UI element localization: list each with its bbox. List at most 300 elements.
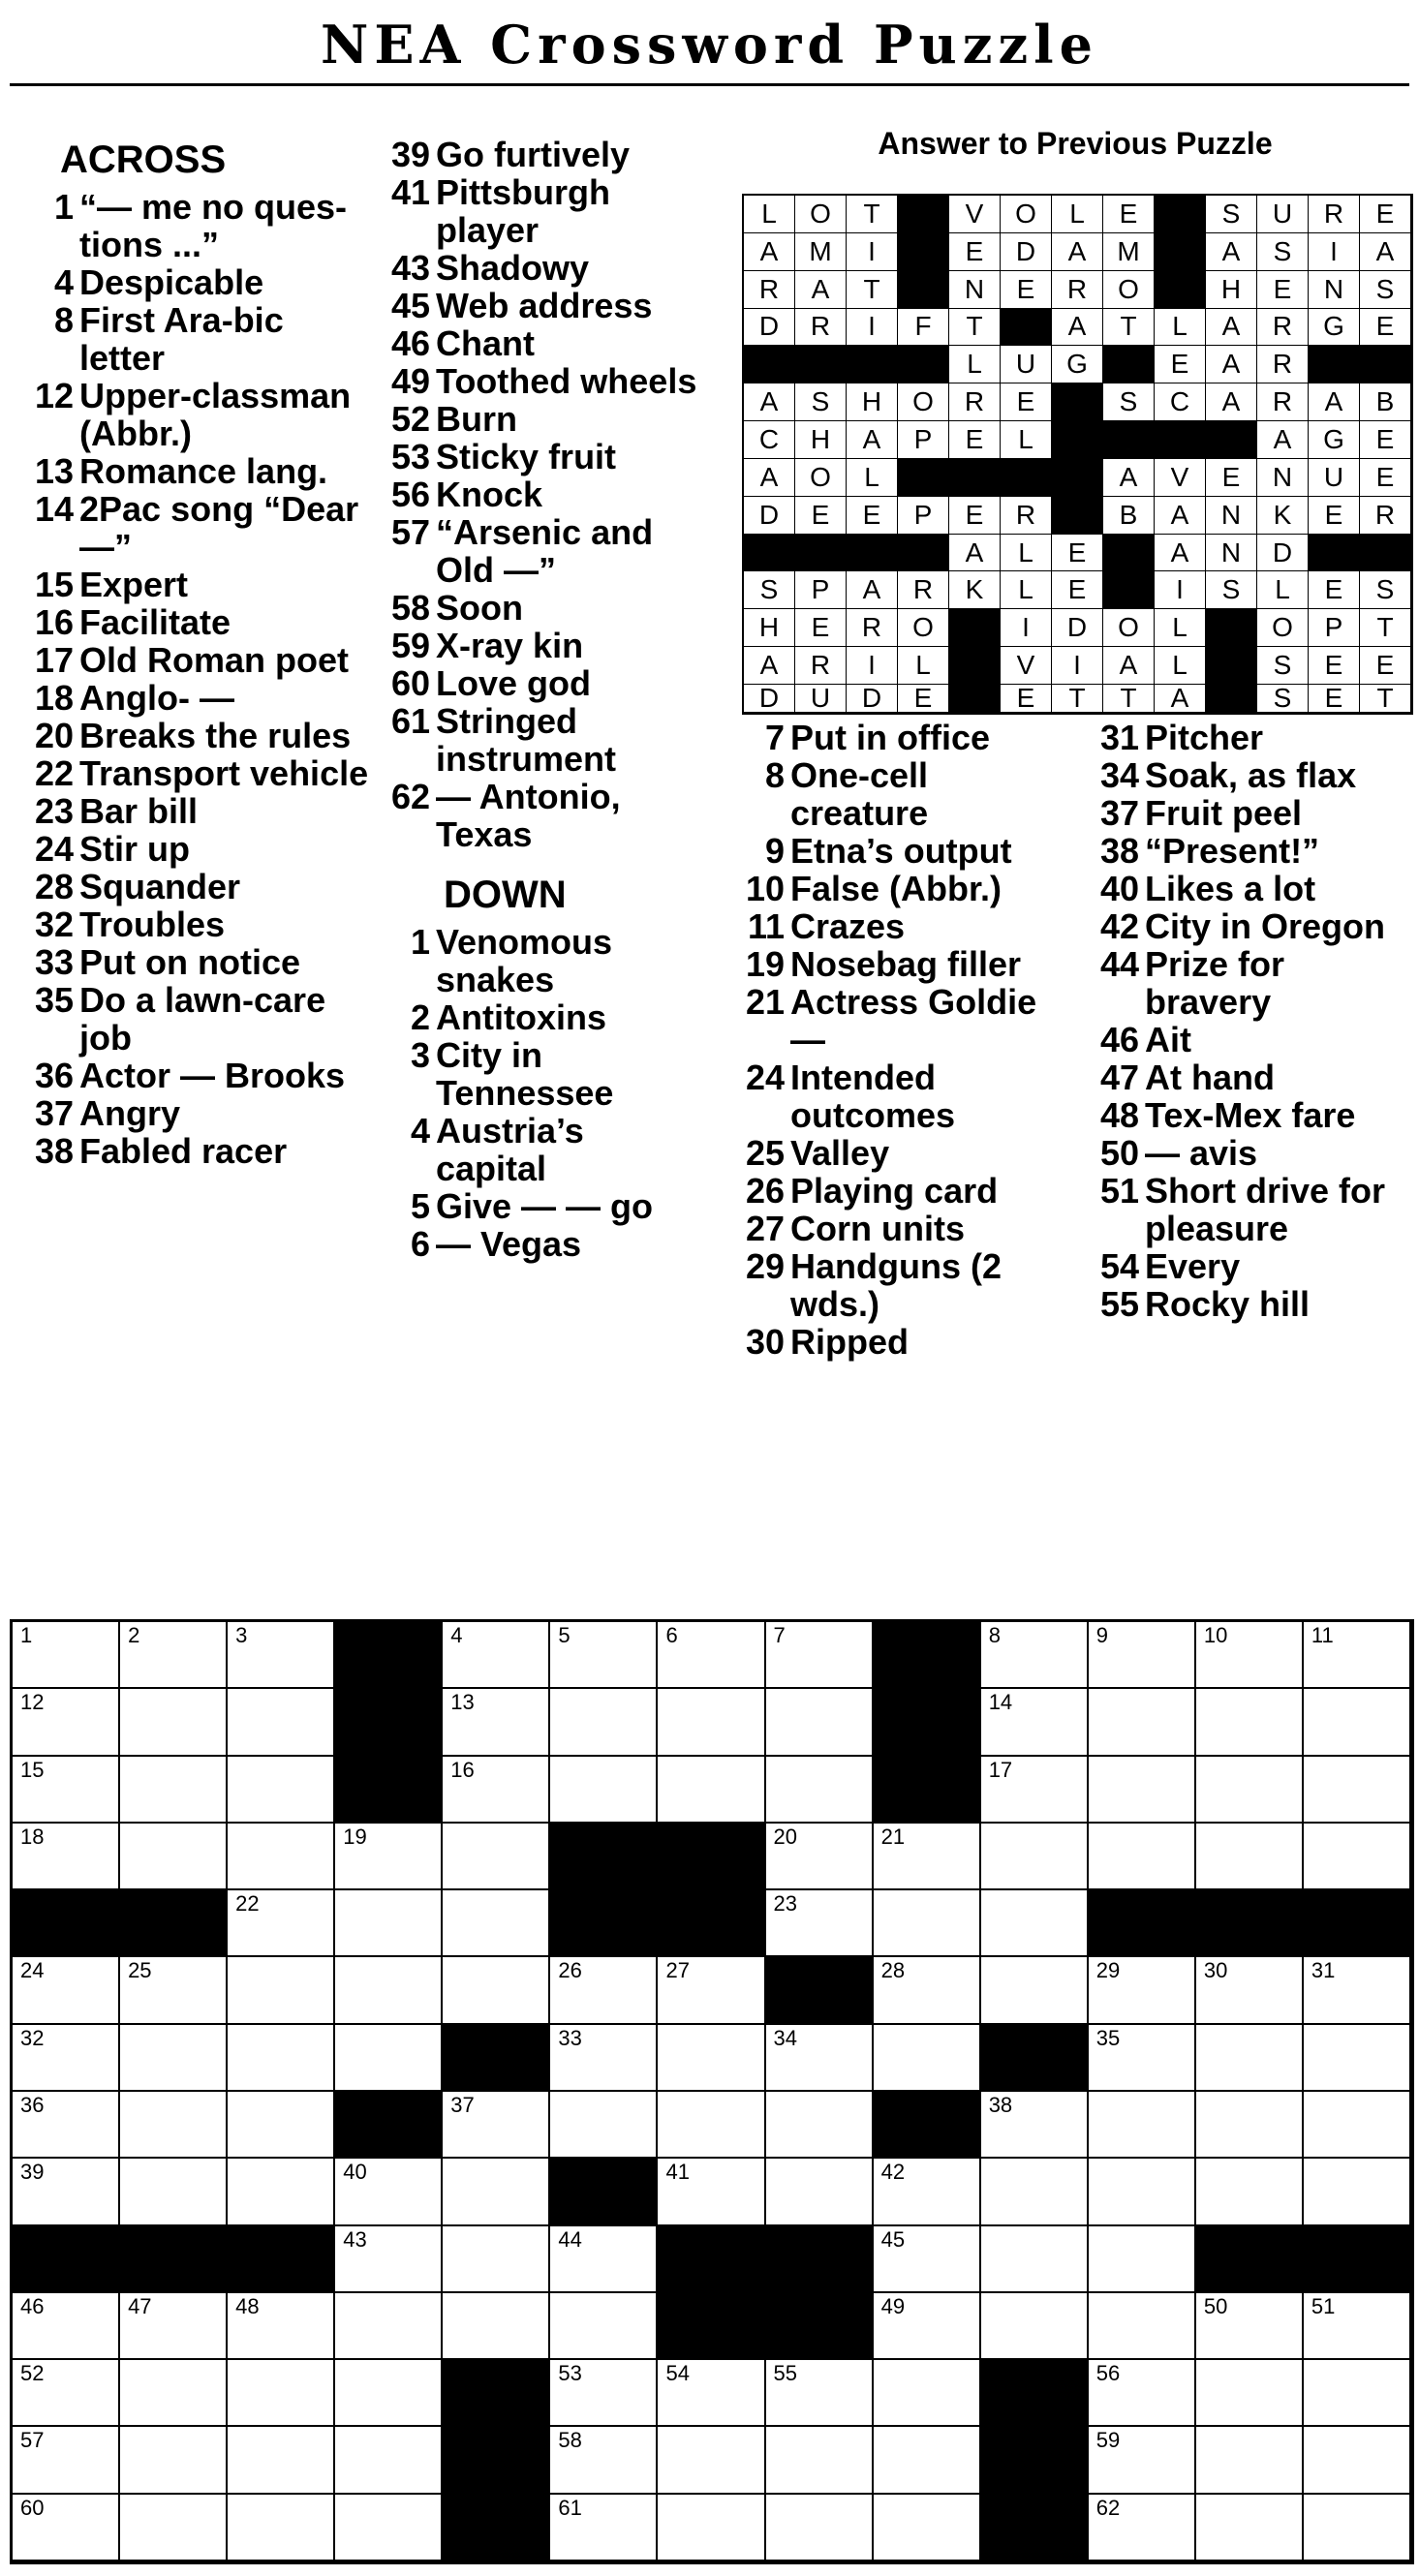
clue-number: 6 [410, 1224, 430, 1264]
answer-letter: A [1103, 459, 1155, 497]
clue-item [10, 981, 370, 1057]
answer-black-square [898, 346, 949, 383]
clue-text: Corn units [790, 1209, 965, 1248]
clue-number: 56 [390, 475, 430, 514]
black-square [443, 2495, 550, 2561]
clue-number: 30 [745, 1322, 785, 1362]
grid-square[interactable] [13, 2427, 120, 2494]
grid-square[interactable] [766, 2427, 874, 2494]
answer-letter: U [1001, 346, 1052, 383]
clue-item [10, 943, 370, 981]
clue-text: Likes a lot [1145, 869, 1316, 908]
grid-square[interactable] [228, 2293, 335, 2360]
grid-square[interactable] [1304, 2427, 1411, 2494]
clue-number: 46 [390, 323, 430, 363]
clue-item [368, 287, 697, 324]
grid-square[interactable] [766, 2159, 874, 2225]
grid-square[interactable] [981, 2092, 1089, 2159]
clue-text: Nosebag filler [790, 944, 1022, 984]
answer-letter: R [744, 271, 795, 309]
grid-square[interactable] [766, 2025, 874, 2092]
clue-item [1075, 1096, 1404, 1134]
grid-square[interactable] [120, 2427, 228, 2494]
grid-square[interactable] [120, 2025, 228, 2092]
grid-square[interactable] [1304, 2159, 1411, 2225]
clue-text: City in Oregon [1145, 906, 1386, 946]
black-square [981, 2360, 1089, 2427]
answer-letter: A [1206, 346, 1257, 383]
answer-letter: S [1206, 196, 1257, 233]
grid-square[interactable] [13, 2495, 120, 2561]
grid-square[interactable] [658, 2495, 765, 2561]
square-number: 55 [773, 2361, 798, 2386]
grid-square[interactable] [13, 1957, 120, 2024]
answer-letter: I [1001, 609, 1052, 647]
clue-number: 7 [764, 718, 785, 757]
grid-square[interactable] [228, 2360, 335, 2427]
answer-black-square [1155, 196, 1206, 233]
answer-letter: L [847, 459, 898, 497]
answer-black-square [1155, 271, 1206, 309]
grid-square[interactable] [13, 1757, 120, 1824]
grid-square[interactable] [443, 2293, 550, 2360]
grid-square[interactable] [120, 1622, 228, 1689]
clue-item [368, 438, 697, 475]
answer-letter: S [1360, 271, 1411, 309]
grid-square[interactable] [1196, 2092, 1304, 2159]
answer-letter: O [1103, 271, 1155, 309]
answer-letter: D [1257, 535, 1309, 572]
black-square [443, 2360, 550, 2427]
grid-square[interactable] [120, 1824, 228, 1890]
grid-square[interactable] [228, 1757, 335, 1824]
grid-square[interactable] [658, 2427, 765, 2494]
clue-number: 42 [1099, 906, 1139, 946]
grid-square[interactable] [335, 1824, 443, 1890]
clue-text: X-ray kin [436, 626, 584, 665]
answer-letter: E [1360, 459, 1411, 497]
grid-square[interactable] [1196, 1622, 1304, 1689]
clue-item [10, 1094, 370, 1132]
answer-letter: V [949, 196, 1001, 233]
grid-square[interactable] [981, 1890, 1089, 1957]
grid-square[interactable] [766, 1689, 874, 1756]
black-square [658, 1824, 765, 1890]
grid-square[interactable] [981, 1757, 1089, 1824]
clue-text: Breaks the rules [79, 716, 352, 755]
grid-square[interactable] [981, 1957, 1089, 2024]
clue-number: 58 [390, 588, 430, 628]
square-number: 26 [558, 1958, 582, 1983]
black-square [1304, 2226, 1411, 2293]
answer-letter: L [898, 647, 949, 685]
grid-square[interactable] [766, 1622, 874, 1689]
clue-list [368, 923, 697, 1263]
grid-square[interactable] [1089, 2159, 1196, 2225]
clue-item [723, 1323, 1052, 1361]
grid-square[interactable] [874, 1957, 981, 2024]
grid-square[interactable] [228, 2025, 335, 2092]
square-number: 20 [773, 1824, 798, 1849]
answer-letter: A [1206, 233, 1257, 271]
answer-letter: A [1052, 309, 1103, 347]
grid-square[interactable] [766, 2495, 874, 2561]
grid-square[interactable] [550, 2226, 658, 2293]
square-number: 32 [20, 2025, 45, 2050]
answer-letter: T [1103, 309, 1155, 347]
grid-square[interactable] [1089, 2226, 1196, 2293]
grid-square[interactable] [874, 2159, 981, 2225]
square-number: 23 [773, 1891, 798, 1917]
grid-square[interactable] [335, 2025, 443, 2092]
grid-square[interactable] [1196, 2293, 1304, 2360]
answer-letter: E [795, 497, 847, 535]
clue-number: 28 [34, 867, 74, 906]
grid-square[interactable] [658, 1689, 765, 1756]
grid-square[interactable] [766, 2360, 874, 2427]
clue-text: Give — — go [436, 1186, 654, 1226]
grid-square[interactable] [1196, 2025, 1304, 2092]
grid-square[interactable] [658, 2360, 765, 2427]
answer-letter: E [949, 497, 1001, 535]
answer-black-square [1001, 309, 1052, 347]
square-number: 2 [128, 1623, 140, 1647]
grid-square[interactable] [335, 2293, 443, 2360]
puzzle-grid [10, 1619, 1414, 2564]
square-number: 7 [773, 1623, 786, 1647]
answer-letter: E [1360, 647, 1411, 685]
grid-square[interactable] [1304, 1824, 1411, 1890]
square-number: 28 [880, 1958, 906, 1983]
grid-square[interactable] [1304, 2293, 1411, 2360]
answer-letter: A [1257, 421, 1309, 459]
grid-square[interactable] [443, 1757, 550, 1824]
black-square [1304, 1890, 1411, 1957]
grid-square[interactable] [1196, 2495, 1304, 2561]
clue-text: — Antonio, Texas [436, 777, 621, 854]
grid-square[interactable] [1304, 1689, 1411, 1756]
grid-square[interactable] [228, 2159, 335, 2225]
grid-square[interactable] [1089, 1824, 1196, 1890]
black-square [766, 2293, 874, 2360]
grid-square[interactable] [766, 2092, 874, 2159]
answer-letter: L [949, 346, 1001, 383]
grid-square[interactable] [1304, 1622, 1411, 1689]
answer-black-square [949, 609, 1001, 647]
answer-letter: R [1360, 497, 1411, 535]
grid-square[interactable] [13, 2360, 120, 2427]
square-number: 33 [558, 2025, 582, 2050]
grid-square[interactable] [120, 1689, 228, 1756]
answer-letter: A [1155, 497, 1206, 535]
clue-text: Facilitate [79, 602, 231, 642]
answer-letter: O [898, 383, 949, 421]
square-number: 11 [1311, 1623, 1334, 1647]
grid-square[interactable] [228, 1824, 335, 1890]
grid-square[interactable] [13, 1824, 120, 1890]
grid-square[interactable] [658, 1757, 765, 1824]
grid-square[interactable] [1089, 2495, 1196, 2561]
clue-list [1075, 719, 1404, 1323]
clue-item [368, 362, 697, 400]
answer-letter: N [1206, 497, 1257, 535]
grid-square[interactable] [874, 1890, 981, 1957]
grid-square[interactable] [1304, 1957, 1411, 2024]
clue-text: City in Tennessee [436, 1035, 614, 1113]
grid-square[interactable] [228, 1622, 335, 1689]
grid-square[interactable] [550, 1757, 658, 1824]
black-square [550, 2159, 658, 2225]
grid-square[interactable] [1089, 2025, 1196, 2092]
grid-square[interactable] [228, 2495, 335, 2561]
grid-square[interactable] [1089, 1757, 1196, 1824]
answer-letter: R [1257, 383, 1309, 421]
grid-square[interactable] [120, 2360, 228, 2427]
grid-square[interactable] [443, 1824, 550, 1890]
grid-square[interactable] [13, 2025, 120, 2092]
clue-number: 27 [745, 1209, 785, 1248]
black-square [13, 1890, 120, 1957]
grid-square[interactable] [874, 1824, 981, 1890]
answer-letter: D [1052, 609, 1103, 647]
grid-square[interactable] [1304, 1757, 1411, 1824]
clue-item [368, 249, 697, 287]
title-rule [10, 83, 1409, 86]
clue-item [1075, 907, 1404, 945]
grid-square[interactable] [13, 1622, 120, 1689]
grid-square[interactable] [335, 1890, 443, 1957]
clue-text: Actress Goldie — [790, 982, 1037, 1059]
grid-square[interactable] [1089, 2293, 1196, 2360]
grid-square[interactable] [658, 2025, 765, 2092]
grid-square[interactable] [1196, 2427, 1304, 2494]
clue-number: 11 [747, 906, 785, 946]
grid-square[interactable] [550, 1957, 658, 2024]
grid-square[interactable] [335, 2360, 443, 2427]
clue-item [10, 754, 370, 792]
grid-square[interactable] [1304, 2495, 1411, 2561]
clue-number: 5 [410, 1186, 430, 1226]
grid-square[interactable] [228, 2092, 335, 2159]
square-number: 31 [1311, 1958, 1336, 1983]
clue-item [723, 870, 1052, 907]
grid-square[interactable] [13, 2159, 120, 2225]
grid-square[interactable] [120, 2495, 228, 2561]
square-number: 18 [20, 1824, 45, 1849]
grid-square[interactable] [228, 1890, 335, 1957]
grid-square[interactable] [874, 2360, 981, 2427]
grid-square[interactable] [13, 2092, 120, 2159]
grid-square[interactable] [228, 2427, 335, 2494]
clue-text: One-cell creature [790, 755, 929, 833]
clue-item [10, 301, 370, 377]
grid-square[interactable] [658, 2092, 765, 2159]
answer-letter: R [1257, 309, 1309, 347]
grid-square[interactable] [550, 2427, 658, 2494]
grid-square[interactable] [550, 2092, 658, 2159]
grid-square[interactable] [766, 1757, 874, 1824]
answer-letter: L [1155, 309, 1206, 347]
grid-square[interactable] [120, 2293, 228, 2360]
grid-square[interactable] [120, 1957, 228, 2024]
clue-text: Squander [79, 867, 241, 906]
clue-text: Pittsburgh player [436, 172, 610, 250]
grid-square[interactable] [443, 1957, 550, 2024]
clue-text: Playing card [790, 1171, 999, 1211]
answer-letter: E [1001, 271, 1052, 309]
grid-square[interactable] [658, 2159, 765, 2225]
answer-letter: A [1206, 383, 1257, 421]
black-square [658, 2293, 765, 2360]
grid-square[interactable] [981, 2293, 1089, 2360]
grid-square[interactable] [13, 1689, 120, 1756]
grid-square[interactable] [335, 2427, 443, 2494]
grid-square[interactable] [443, 2226, 550, 2293]
answer-letter: D [744, 497, 795, 535]
clue-item [1075, 945, 1404, 1021]
grid-square[interactable] [874, 2427, 981, 2494]
clue-text: At hand [1145, 1058, 1275, 1097]
clue-number: 32 [34, 905, 74, 944]
grid-square[interactable] [1089, 1957, 1196, 2024]
grid-square[interactable] [981, 2159, 1089, 2225]
grid-square[interactable] [550, 2025, 658, 2092]
across-column-2 [368, 136, 697, 1263]
grid-square[interactable] [228, 1957, 335, 2024]
clue-text: Old Roman poet [79, 640, 349, 680]
square-number: 1 [20, 1623, 33, 1647]
answer-letter: A [1155, 685, 1206, 713]
clue-text: Pitcher [1145, 718, 1264, 757]
clue-item [723, 983, 1052, 1058]
clue-number: 31 [1099, 718, 1139, 757]
grid-square[interactable] [1089, 2427, 1196, 2494]
grid-square[interactable] [874, 2293, 981, 2360]
clue-number: 9 [764, 831, 785, 871]
grid-square[interactable] [981, 1824, 1089, 1890]
grid-square[interactable] [1196, 1824, 1304, 1890]
square-number: 45 [880, 2226, 906, 2252]
answer-letter: A [847, 421, 898, 459]
clue-item [10, 717, 370, 754]
answer-letter: R [1001, 497, 1052, 535]
grid-square[interactable] [335, 1957, 443, 2024]
grid-square[interactable] [13, 2293, 120, 2360]
square-number: 3 [235, 1623, 248, 1647]
square-number: 44 [558, 2226, 582, 2252]
grid-square[interactable] [1089, 1689, 1196, 1756]
answer-black-square [1206, 609, 1257, 647]
grid-square[interactable] [550, 1622, 658, 1689]
answer-letter: S [1257, 647, 1309, 685]
grid-square[interactable] [443, 1622, 550, 1689]
grid-square[interactable] [1089, 2360, 1196, 2427]
grid-square[interactable] [658, 1957, 765, 2024]
clue-number: 43 [390, 248, 430, 288]
clue-number: 17 [34, 640, 74, 680]
grid-square[interactable] [335, 2226, 443, 2293]
clue-number: 1 [53, 187, 74, 227]
answer-black-square [1001, 459, 1052, 497]
clue-item [368, 627, 697, 664]
answer-letter: L [1155, 609, 1206, 647]
black-square [1196, 1890, 1304, 1957]
grid-square[interactable] [1196, 2360, 1304, 2427]
clue-number: 8 [53, 300, 74, 340]
answer-letter: D [1001, 233, 1052, 271]
clue-number: 25 [745, 1133, 785, 1173]
grid-square[interactable] [443, 2159, 550, 2225]
grid-square[interactable] [443, 2092, 550, 2159]
clue-number: 45 [390, 286, 430, 325]
clue-text: False (Abbr.) [790, 869, 1003, 908]
clue-text: 2Pac song “Dear —” [79, 489, 359, 567]
grid-square[interactable] [766, 1890, 874, 1957]
clue-item [1075, 756, 1404, 794]
answer-letter: L [1155, 647, 1206, 685]
grid-square[interactable] [120, 2092, 228, 2159]
answer-letter: M [1103, 233, 1155, 271]
grid-square[interactable] [1089, 2092, 1196, 2159]
grid-square[interactable] [1304, 2092, 1411, 2159]
clue-text: Romance lang. [79, 451, 328, 491]
grid-square[interactable] [120, 2159, 228, 2225]
grid-square[interactable] [1304, 2360, 1411, 2427]
grid-square[interactable] [120, 1757, 228, 1824]
grid-square[interactable] [981, 1622, 1089, 1689]
grid-square[interactable] [443, 1890, 550, 1957]
clue-item [368, 1187, 697, 1225]
answer-letter: L [1257, 571, 1309, 609]
clue-number: 14 [34, 489, 74, 529]
grid-square[interactable] [1196, 1689, 1304, 1756]
clue-item [10, 868, 370, 905]
grid-square[interactable] [981, 2226, 1089, 2293]
clue-number: 46 [1099, 1020, 1139, 1059]
grid-square[interactable] [1196, 1957, 1304, 2024]
answer-letter: F [898, 309, 949, 347]
answer-letter: V [1001, 647, 1052, 685]
grid-square[interactable] [335, 2495, 443, 2561]
grid-square[interactable] [658, 1622, 765, 1689]
answer-letter: N [1206, 535, 1257, 572]
grid-square[interactable] [874, 2025, 981, 2092]
grid-square[interactable] [550, 1689, 658, 1756]
grid-square[interactable] [550, 2293, 658, 2360]
grid-square[interactable] [1196, 1757, 1304, 1824]
grid-square[interactable] [335, 2159, 443, 2225]
grid-square[interactable] [1304, 2025, 1411, 2092]
grid-square[interactable] [766, 1824, 874, 1890]
square-number: 27 [665, 1958, 690, 1983]
square-number: 58 [558, 2428, 582, 2453]
answer-letter: C [1155, 383, 1206, 421]
grid-square[interactable] [228, 1689, 335, 1756]
grid-square[interactable] [443, 1689, 550, 1756]
answer-letter: A [1206, 309, 1257, 347]
answer-black-square [1155, 421, 1206, 459]
grid-square[interactable] [1089, 1622, 1196, 1689]
grid-square[interactable] [550, 2495, 658, 2561]
clue-text: Put on notice [79, 942, 300, 982]
grid-square[interactable] [550, 2360, 658, 2427]
answer-letter: A [744, 383, 795, 421]
grid-square[interactable] [981, 1689, 1089, 1756]
grid-square[interactable] [874, 2495, 981, 2561]
clue-number: 12 [34, 376, 74, 415]
grid-square[interactable] [874, 2226, 981, 2293]
grid-square[interactable] [1196, 2159, 1304, 2225]
